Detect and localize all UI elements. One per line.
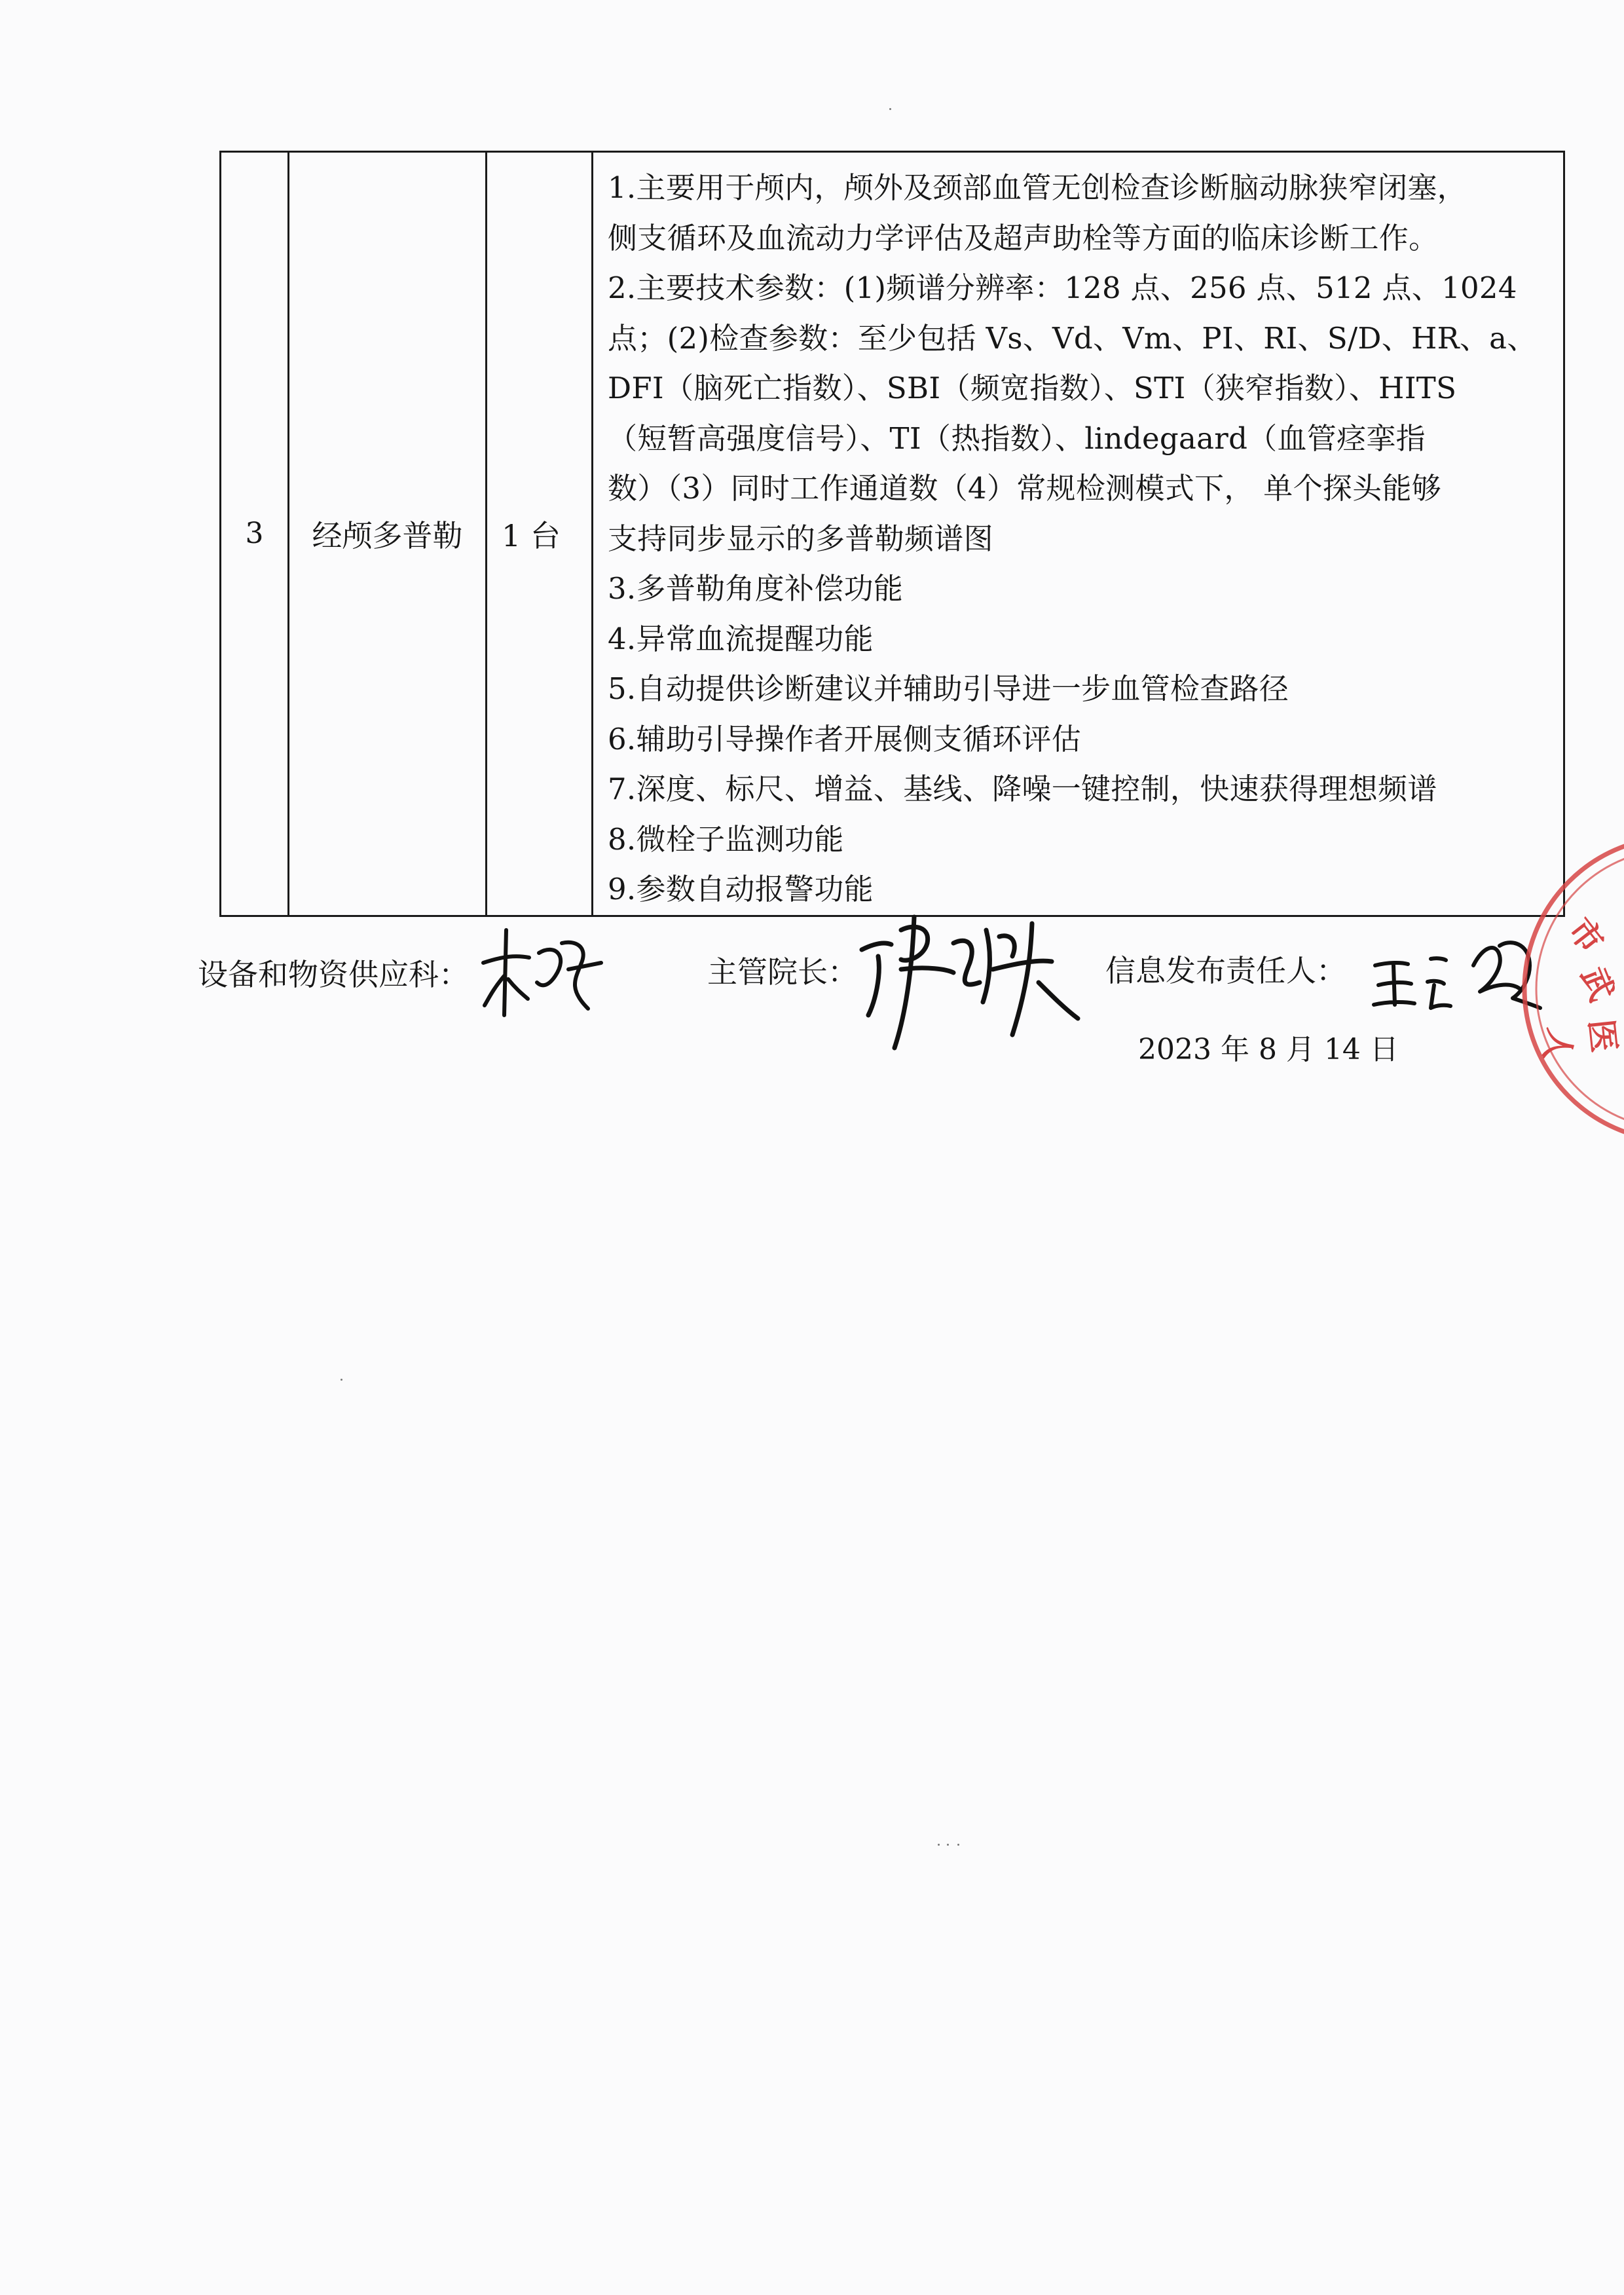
description-line: DFI（脑死亡指数）、SBI（频宽指数）、STI（狭窄指数）、HITS <box>608 371 1457 405</box>
table-row <box>221 152 1564 916</box>
scan-speck <box>957 1844 959 1846</box>
equipment-quantity: 1 台 <box>487 152 593 916</box>
spec-table <box>219 151 1565 917</box>
scan-speck <box>341 1379 342 1381</box>
description-line: （短暂高强度信号）、TI（热指数）、lindegaard（血管痉挛指 <box>608 420 1426 456</box>
equipment-description <box>593 152 1564 916</box>
document-date: 2023 年 8 月 14 日 <box>1138 1033 1399 1066</box>
seal-char: 医 <box>1581 1017 1624 1054</box>
scan-speck <box>938 1844 940 1846</box>
description-line: 点；(2)检查参数：至少包括 Vs、Vd、Vm、PI、RI、S/D、HR、a、 <box>608 320 1537 356</box>
description-line: 2.主要技术参数：(1)频谱分辨率：128 点、256 点、512 点、1024 <box>608 271 1517 305</box>
info-release-label: 信息发布责任人： <box>1105 953 1346 988</box>
description-line: 数）（3）同时工作通道数（4）常规检测模式下， 单个探头能够 <box>608 471 1442 506</box>
seal-char: 人 <box>1536 1025 1580 1065</box>
seal-char: 武 <box>1574 961 1622 1007</box>
scan-speck <box>889 108 891 110</box>
equipment-dept-signature <box>477 917 614 1028</box>
description-line: 支持同步显示的多普勒频谱图 <box>608 521 993 556</box>
description-line: 5.自动提供诊断建议并辅助引导进一步血管检查路径 <box>608 671 1289 706</box>
description-line: 6.辅助引导操作者开展侧支循环评估 <box>608 721 1082 756</box>
seal-char: 市 <box>1560 910 1612 961</box>
equipment-name: 经颅多普勒 <box>289 152 487 916</box>
row-number: 3 <box>221 152 289 916</box>
description-line: 9.参数自动报警功能 <box>608 872 874 906</box>
description-line: 1.主要用于颅内，颅外及颈部血管无创检查诊断脑动脉狭窄闭塞， <box>608 170 1467 205</box>
description-line: 8.微栓子监测功能 <box>608 821 844 857</box>
vice-president-label: 主管院长： <box>707 954 858 990</box>
description-line: 7.深度、标尺、增益、基线、降噪一键控制，快速获得理想频谱 <box>608 772 1437 806</box>
description-line: 侧支循环及血流动力学评估及超声助栓等方面的临床诊断工作。 <box>608 220 1439 255</box>
description-line: 3.多普勒角度补偿功能 <box>608 571 904 606</box>
equipment-dept-label: 设备和物资供应科： <box>198 957 469 992</box>
official-seal <box>1506 825 1624 1153</box>
vice-president-signature <box>855 904 1098 1054</box>
scan-speck <box>947 1844 949 1846</box>
description-line: 4.异常血流提醒功能 <box>608 621 874 656</box>
